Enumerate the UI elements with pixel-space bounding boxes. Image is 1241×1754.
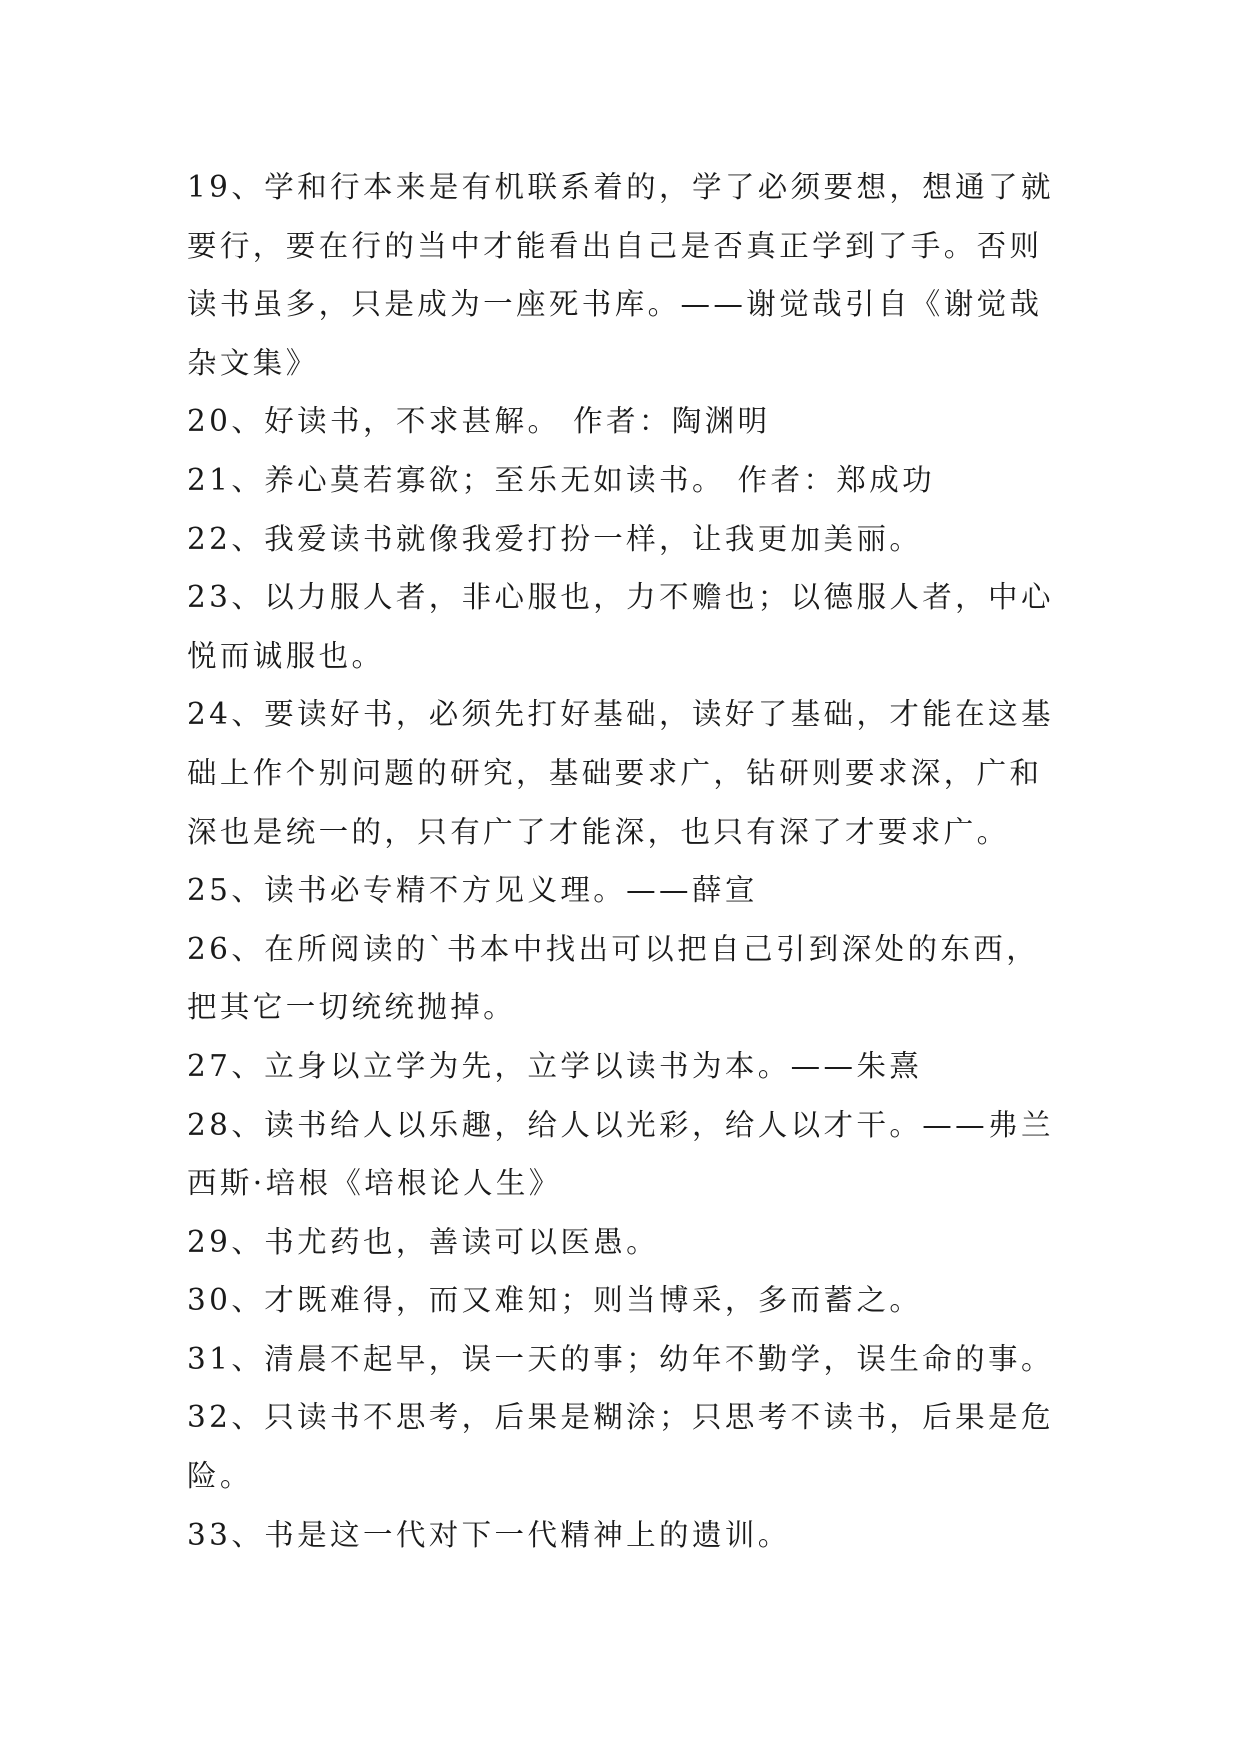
quote-20: 20、好读书，不求甚解。 作者：陶渊明 [187,404,771,439]
quote-25: 25、读书必专精不方见义理。——薛宣 [187,873,758,908]
quote-19: 19、学和行本来是有机联系着的，学了必须要想，想通了就要行，要在行的当中才能看出自己是否真正学到了手。否则读书虽多，只是成为一座死书库。——谢觉哉引自《谢觉哉杂文集》 [187,170,1054,380]
quote-22: 22、我爱读书就像我爱打扮一样，让我更加美丽。 [187,521,923,556]
quote-24: 24、要读好书，必须先打好基础，读好了基础，才能在这基础上作个别问题的研究，基础要求广，钻研则要求深，广和深也是统一的，只有广了才能深，也只有深了才要求广。 [187,697,1054,849]
quote-27: 27、立身以立学为先，立学以读书为本。——朱熹 [187,1048,923,1083]
quote-33: 33、书是这一代对下一代精神上的遗训。 [187,1517,791,1552]
quote-30: 30、才既难得，而又难知；则当博采，多而蓄之。 [187,1283,923,1318]
quote-26: 26、在所阅读的`书本中找出可以把自己引到深处的东西，把其它一切统统抛掉。 [187,931,1040,1025]
quote-21: 21、养心莫若寡欲；至乐无如读书。 作者：郑成功 [187,462,936,497]
quote-31: 31、清晨不起早，误一天的事；幼年不勤学，误生命的事。 [187,1341,1054,1376]
quote-29: 29、书尤药也，善读可以医愚。 [187,1224,660,1259]
quote-28: 28、读书给人以乐趣，给人以光彩，给人以才干。——弗兰西斯·培根《培根论人生》 [187,1107,1054,1201]
quote-list [187,158,1067,1564]
quote-32: 32、只读书不思考，后果是糊涂；只思考不读书，后果是危险。 [187,1400,1054,1494]
quote-23: 23、以力服人者，非心服也，力不赡也；以德服人者，中心悦而诚服也。 [187,580,1054,673]
